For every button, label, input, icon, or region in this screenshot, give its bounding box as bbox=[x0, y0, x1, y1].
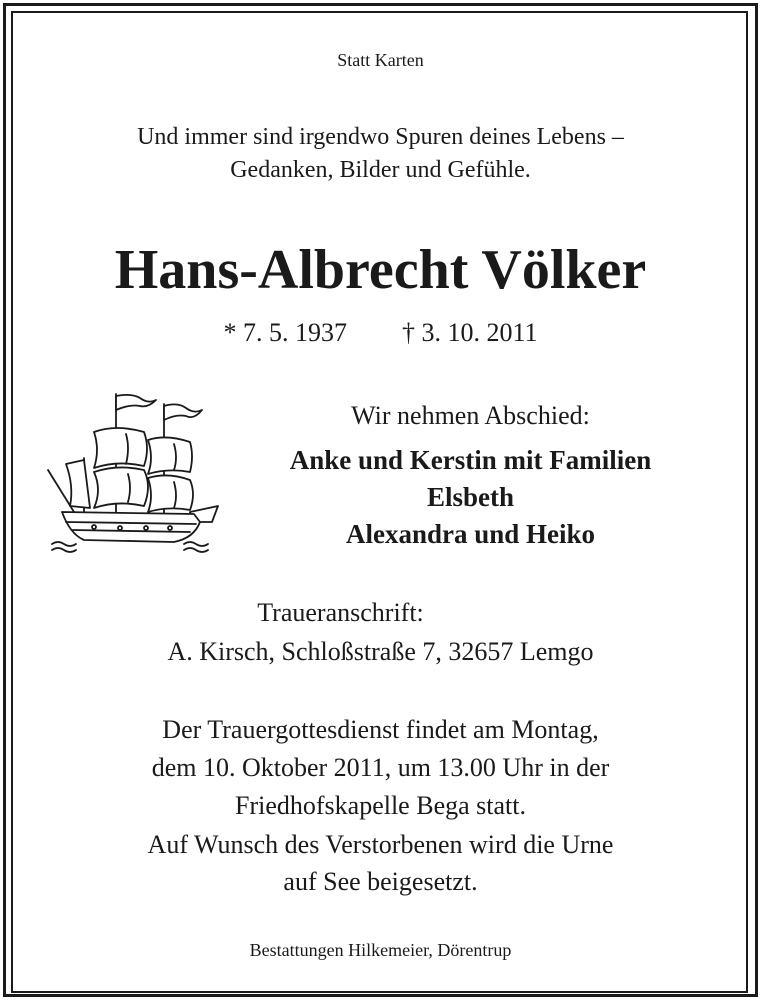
wish-line-2: auf See beigesetzt. bbox=[283, 867, 478, 896]
address-label: Traueranschrift: bbox=[257, 598, 424, 627]
verse-line-1: Und immer sind irgendwo Spuren deines Lebens – bbox=[137, 124, 624, 150]
service-line-3: Friedhofskapelle Bega statt. bbox=[235, 791, 526, 820]
service-line-2: dem 10. Oktober 2011, um 13.00 Uhr in der bbox=[151, 753, 610, 782]
header-text: Statt Karten bbox=[337, 50, 424, 70]
farewell-intro: Wir nehmen Abschied: bbox=[351, 401, 590, 430]
birth-date: * 7. 5. 1937 bbox=[223, 318, 347, 347]
deceased-name: Hans-Albrecht Völker bbox=[114, 239, 647, 301]
mourner-line-3: Alexandra und Heiko bbox=[345, 519, 596, 549]
funeral-home: Bestattungen Hilkemeier, Dörentrup bbox=[249, 940, 512, 960]
life-dates bbox=[0, 318, 761, 348]
mourner-line-1: Anke und Kerstin mit Familien bbox=[289, 445, 652, 475]
wish-line-1: Auf Wunsch des Verstorbenen wird die Urne bbox=[147, 830, 614, 859]
death-date: † 3. 10. 2011 bbox=[401, 318, 538, 347]
mourner-line-2: Elsbeth bbox=[426, 482, 515, 512]
service-line-1: Der Trauergottesdienst findet am Montag, bbox=[162, 715, 599, 744]
address: A. Kirsch, Schloßstraße 7, 32657 Lemgo bbox=[167, 637, 594, 666]
verse-line-2: Gedanken, Bilder und Gefühle. bbox=[230, 157, 531, 183]
